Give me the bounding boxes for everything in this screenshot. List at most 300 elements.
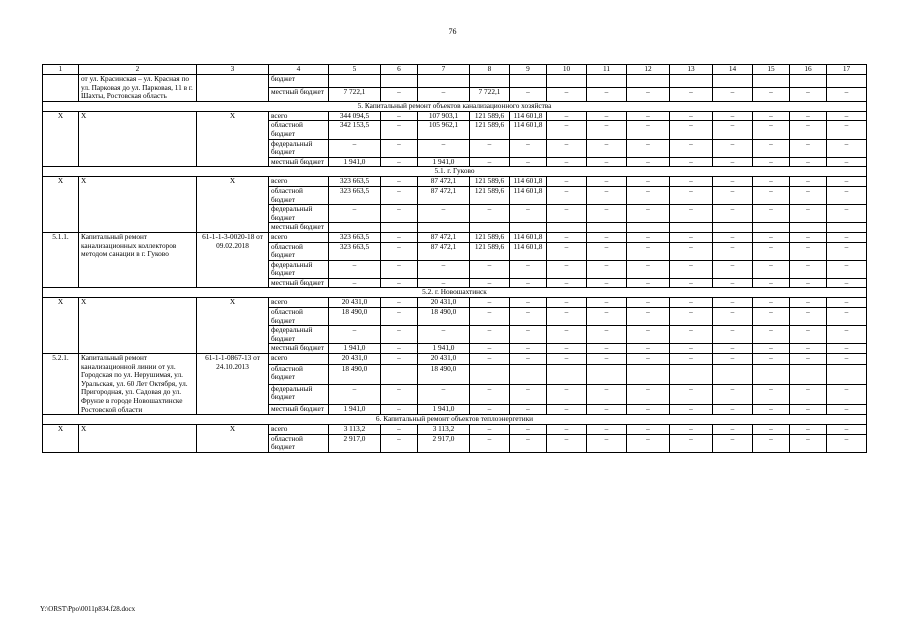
item-number: 5.2.1. xyxy=(43,354,79,415)
object-name: Капитальный ремонт канализационных коллекторов методом санации в г. Гуково xyxy=(79,232,197,288)
table-row xyxy=(43,298,867,308)
amount-cell: – xyxy=(418,384,470,404)
amount-cell: – xyxy=(510,404,547,415)
amount-cell: – xyxy=(627,177,670,187)
amount-cell: – xyxy=(753,88,790,101)
amount-cell: – xyxy=(381,205,418,223)
funding-source: бюджет xyxy=(269,75,329,88)
amount-cell: – xyxy=(547,177,587,187)
amount-cell xyxy=(827,75,867,88)
amount-cell: 87 472,1 xyxy=(418,186,470,204)
amount-cell: – xyxy=(713,278,753,288)
amount-cell: – xyxy=(670,404,713,415)
amount-cell: 18 490,0 xyxy=(329,308,381,326)
amount-cell: – xyxy=(329,326,381,344)
amount-cell: – xyxy=(753,384,790,404)
amount-cell: 344 094,5 xyxy=(329,111,381,121)
amount-cell: – xyxy=(510,326,547,344)
amount-cell: – xyxy=(670,242,713,260)
funding-source: местный бюджет xyxy=(269,223,329,233)
amount-cell: – xyxy=(790,186,827,204)
amount-cell: – xyxy=(510,344,547,354)
amount-cell: – xyxy=(587,177,627,187)
amount-cell: – xyxy=(790,404,827,415)
amount-cell: – xyxy=(713,404,753,415)
amount-cell: 121 589,6 xyxy=(470,111,510,121)
amount-cell: – xyxy=(470,139,510,157)
amount-cell: 1 941,0 xyxy=(418,157,470,167)
amount-cell: 1 941,0 xyxy=(418,344,470,354)
page-number: 76 xyxy=(448,27,457,36)
amount-cell: – xyxy=(547,205,587,223)
amount-cell: – xyxy=(381,425,418,435)
amount-cell: 3 113,2 xyxy=(329,425,381,435)
amount-cell: 20 431,0 xyxy=(418,298,470,308)
amount-cell: – xyxy=(790,384,827,404)
amount-cell: 87 472,1 xyxy=(418,177,470,187)
column-number: 4 xyxy=(269,65,329,75)
amount-cell: – xyxy=(627,157,670,167)
amount-cell: – xyxy=(627,242,670,260)
amount-cell: – xyxy=(753,260,790,278)
amount-cell: – xyxy=(713,298,753,308)
amount-cell: – xyxy=(329,278,381,288)
amount-cell: – xyxy=(627,404,670,415)
funding-source: местный бюджет xyxy=(269,404,329,415)
amount-cell: – xyxy=(381,434,418,452)
amount-cell: – xyxy=(547,111,587,121)
amount-cell: – xyxy=(470,260,510,278)
amount-cell: – xyxy=(510,298,547,308)
amount-cell: – xyxy=(587,157,627,167)
amount-cell: 20 431,0 xyxy=(418,354,470,365)
amount-cell: – xyxy=(587,434,627,452)
amount-cell xyxy=(470,364,510,384)
amount-cell: – xyxy=(418,260,470,278)
amount-cell: – xyxy=(627,139,670,157)
amount-cell: 1 941,0 xyxy=(418,404,470,415)
table-row xyxy=(43,75,867,88)
amount-cell: – xyxy=(547,425,587,435)
amount-cell xyxy=(627,364,670,384)
amount-cell: – xyxy=(753,121,790,139)
amount-cell: – xyxy=(627,260,670,278)
amount-cell: 18 490,0 xyxy=(418,308,470,326)
amount-cell: – xyxy=(587,384,627,404)
amount-cell: – xyxy=(587,242,627,260)
amount-cell: – xyxy=(790,298,827,308)
amount-cell: – xyxy=(713,139,753,157)
amount-cell: – xyxy=(670,111,713,121)
section-heading: 5.1. г. Гуково xyxy=(43,167,867,177)
amount-cell: – xyxy=(587,205,627,223)
amount-cell xyxy=(587,75,627,88)
amount-cell: – xyxy=(670,205,713,223)
amount-cell: – xyxy=(790,434,827,452)
amount-cell: – xyxy=(713,354,753,365)
amount-cell: 114 601,8 xyxy=(510,177,547,187)
expertise-number: Х xyxy=(197,425,269,453)
amount-cell: – xyxy=(827,404,867,415)
amount-cell: – xyxy=(790,260,827,278)
amount-cell: – xyxy=(753,425,790,435)
funding-source: областной бюджет xyxy=(269,434,329,452)
object-name: Х xyxy=(79,177,197,233)
amount-cell: – xyxy=(827,157,867,167)
amount-cell: – xyxy=(713,242,753,260)
amount-cell: – xyxy=(627,298,670,308)
amount-cell: – xyxy=(713,425,753,435)
expertise-number: Х xyxy=(197,177,269,233)
amount-cell: 1 941,0 xyxy=(329,157,381,167)
amount-cell: – xyxy=(827,384,867,404)
amount-cell: – xyxy=(713,157,753,167)
funding-source: областной бюджет xyxy=(269,364,329,384)
amount-cell: – xyxy=(627,186,670,204)
amount-cell: – xyxy=(587,278,627,288)
amount-cell: – xyxy=(753,434,790,452)
amount-cell xyxy=(587,223,627,233)
amount-cell: – xyxy=(670,186,713,204)
funding-source: федеральный бюджет xyxy=(269,260,329,278)
amount-cell: – xyxy=(827,232,867,242)
amount-cell: – xyxy=(470,354,510,365)
amount-cell: 1 941,0 xyxy=(329,344,381,354)
amount-cell: – xyxy=(470,434,510,452)
amount-cell: – xyxy=(627,121,670,139)
amount-cell: 105 962,1 xyxy=(418,121,470,139)
amount-cell: – xyxy=(753,205,790,223)
item-number: 5.1.1. xyxy=(43,232,79,288)
amount-cell: – xyxy=(827,298,867,308)
amount-cell: – xyxy=(587,354,627,365)
column-number: 9 xyxy=(510,65,547,75)
amount-cell: – xyxy=(827,354,867,365)
amount-cell: – xyxy=(753,177,790,187)
amount-cell: – xyxy=(470,344,510,354)
amount-cell: – xyxy=(547,344,587,354)
amount-cell: – xyxy=(670,232,713,242)
amount-cell xyxy=(713,364,753,384)
amount-cell: – xyxy=(827,121,867,139)
amount-cell: – xyxy=(827,308,867,326)
amount-cell: – xyxy=(627,326,670,344)
funding-source: всего xyxy=(269,425,329,435)
amount-cell: – xyxy=(510,384,547,404)
amount-cell: – xyxy=(670,384,713,404)
amount-cell: – xyxy=(790,157,827,167)
amount-cell: – xyxy=(470,308,510,326)
amount-cell: 121 589,6 xyxy=(470,177,510,187)
amount-cell: – xyxy=(790,232,827,242)
amount-cell xyxy=(827,364,867,384)
amount-cell: – xyxy=(587,308,627,326)
column-number: 15 xyxy=(753,65,790,75)
item-number: Х xyxy=(43,177,79,233)
amount-cell: – xyxy=(827,434,867,452)
amount-cell: – xyxy=(470,298,510,308)
amount-cell: 342 153,5 xyxy=(329,121,381,139)
amount-cell: – xyxy=(827,278,867,288)
amount-cell: 87 472,1 xyxy=(418,242,470,260)
amount-cell: 2 917,0 xyxy=(329,434,381,452)
amount-cell xyxy=(329,75,381,88)
section-heading: 5.2. г. Новошахтинск xyxy=(43,288,867,298)
amount-cell: – xyxy=(329,139,381,157)
amount-cell: – xyxy=(713,326,753,344)
funding-source: местный бюджет xyxy=(269,344,329,354)
amount-cell: – xyxy=(713,121,753,139)
amount-cell: – xyxy=(381,232,418,242)
column-number: 12 xyxy=(627,65,670,75)
funding-source: всего xyxy=(269,298,329,308)
amount-cell xyxy=(713,223,753,233)
object-name: Х xyxy=(79,425,197,453)
amount-cell: – xyxy=(418,88,470,101)
amount-cell: 114 601,8 xyxy=(510,186,547,204)
expertise-number: 61-1-1-3-0020-18 от 09.02.2018 xyxy=(197,232,269,288)
section-heading: 6. Капитальный ремонт объектов теплоэнергетики xyxy=(43,415,867,425)
amount-cell xyxy=(790,364,827,384)
column-number: 11 xyxy=(587,65,627,75)
amount-cell: – xyxy=(713,384,753,404)
amount-cell xyxy=(510,364,547,384)
amount-cell xyxy=(790,75,827,88)
amount-cell: – xyxy=(381,298,418,308)
amount-cell: – xyxy=(670,278,713,288)
amount-cell: – xyxy=(381,278,418,288)
amount-cell: – xyxy=(329,205,381,223)
amount-cell: 18 490,0 xyxy=(418,364,470,384)
amount-cell: – xyxy=(713,344,753,354)
column-number: 17 xyxy=(827,65,867,75)
amount-cell: – xyxy=(670,298,713,308)
column-number: 5 xyxy=(329,65,381,75)
amount-cell: – xyxy=(381,308,418,326)
amount-cell: – xyxy=(510,157,547,167)
amount-cell: 7 722,1 xyxy=(470,88,510,101)
amount-cell: 121 589,6 xyxy=(470,242,510,260)
amount-cell: – xyxy=(670,344,713,354)
column-number: 6 xyxy=(381,65,418,75)
amount-cell xyxy=(713,75,753,88)
amount-cell: – xyxy=(547,121,587,139)
amount-cell: – xyxy=(790,278,827,288)
amount-cell: – xyxy=(827,242,867,260)
amount-cell: – xyxy=(329,384,381,404)
amount-cell: 114 601,8 xyxy=(510,232,547,242)
funding-source: всего xyxy=(269,111,329,121)
amount-cell: – xyxy=(790,111,827,121)
amount-cell: – xyxy=(547,326,587,344)
amount-cell xyxy=(753,223,790,233)
amount-cell: 114 601,8 xyxy=(510,242,547,260)
amount-cell: – xyxy=(510,88,547,101)
amount-cell: – xyxy=(827,260,867,278)
amount-cell: – xyxy=(547,404,587,415)
amount-cell: – xyxy=(627,111,670,121)
amount-cell: – xyxy=(381,242,418,260)
amount-cell: 2 917,0 xyxy=(418,434,470,452)
amount-cell: – xyxy=(753,354,790,365)
column-number-row xyxy=(43,65,867,75)
amount-cell: – xyxy=(418,278,470,288)
amount-cell: – xyxy=(587,111,627,121)
amount-cell: – xyxy=(713,308,753,326)
expertise-number: Х xyxy=(197,298,269,354)
amount-cell: – xyxy=(547,434,587,452)
amount-cell: – xyxy=(547,242,587,260)
amount-cell: – xyxy=(827,186,867,204)
object-name: Х xyxy=(79,298,197,354)
amount-cell: – xyxy=(587,344,627,354)
amount-cell: – xyxy=(627,434,670,452)
amount-cell: – xyxy=(381,121,418,139)
amount-cell xyxy=(547,75,587,88)
amount-cell: 323 663,5 xyxy=(329,242,381,260)
amount-cell: – xyxy=(670,177,713,187)
amount-cell: – xyxy=(587,326,627,344)
amount-cell: – xyxy=(510,354,547,365)
amount-cell: – xyxy=(587,404,627,415)
amount-cell: – xyxy=(753,157,790,167)
amount-cell: – xyxy=(790,354,827,365)
amount-cell: – xyxy=(587,425,627,435)
amount-cell: 121 589,6 xyxy=(470,232,510,242)
amount-cell: – xyxy=(827,88,867,101)
amount-cell xyxy=(587,364,627,384)
amount-cell: – xyxy=(547,384,587,404)
amount-cell: – xyxy=(713,88,753,101)
amount-cell: – xyxy=(510,260,547,278)
amount-cell: – xyxy=(547,298,587,308)
amount-cell: – xyxy=(753,298,790,308)
amount-cell xyxy=(670,364,713,384)
funding-source: областной бюджет xyxy=(269,121,329,139)
amount-cell: 7 722,1 xyxy=(329,88,381,101)
amount-cell: – xyxy=(627,308,670,326)
amount-cell xyxy=(753,364,790,384)
amount-cell: – xyxy=(670,434,713,452)
item-number: Х xyxy=(43,298,79,354)
amount-cell xyxy=(627,75,670,88)
amount-cell xyxy=(510,75,547,88)
amount-cell: 20 431,0 xyxy=(329,354,381,365)
amount-cell: – xyxy=(827,111,867,121)
amount-cell: 107 903,1 xyxy=(418,111,470,121)
funding-source: федеральный бюджет xyxy=(269,139,329,157)
amount-cell: – xyxy=(547,186,587,204)
amount-cell xyxy=(381,75,418,88)
amount-cell: – xyxy=(627,205,670,223)
amount-cell: – xyxy=(753,404,790,415)
amount-cell: – xyxy=(670,139,713,157)
section-heading: 5. Капитальный ремонт объектов канализационного хозяйства xyxy=(43,101,867,111)
amount-cell: – xyxy=(753,139,790,157)
amount-cell: – xyxy=(827,177,867,187)
amount-cell: – xyxy=(670,121,713,139)
amount-cell: – xyxy=(547,157,587,167)
amount-cell: – xyxy=(827,326,867,344)
amount-cell: 1 941,0 xyxy=(329,404,381,415)
amount-cell: – xyxy=(418,326,470,344)
expertise-number: Х xyxy=(197,111,269,167)
amount-cell xyxy=(418,75,470,88)
funding-source: местный бюджет xyxy=(269,157,329,167)
column-number: 7 xyxy=(418,65,470,75)
amount-cell: 323 663,5 xyxy=(329,177,381,187)
amount-cell: – xyxy=(381,384,418,404)
table-row xyxy=(43,425,867,435)
amount-cell: – xyxy=(381,88,418,101)
amount-cell: – xyxy=(753,242,790,260)
section-heading-row xyxy=(43,415,867,425)
amount-cell: – xyxy=(713,260,753,278)
object-name: Х xyxy=(79,111,197,167)
table-row xyxy=(43,354,867,365)
amount-cell: – xyxy=(713,111,753,121)
amount-cell: – xyxy=(587,139,627,157)
amount-cell: – xyxy=(510,308,547,326)
amount-cell: – xyxy=(470,157,510,167)
amount-cell: – xyxy=(587,298,627,308)
amount-cell xyxy=(790,223,827,233)
amount-cell: – xyxy=(381,326,418,344)
amount-cell: – xyxy=(790,139,827,157)
amount-cell xyxy=(547,223,587,233)
item-number: Х xyxy=(43,111,79,167)
amount-cell: – xyxy=(627,344,670,354)
amount-cell: – xyxy=(753,344,790,354)
amount-cell: – xyxy=(587,88,627,101)
amount-cell xyxy=(547,364,587,384)
amount-cell: – xyxy=(627,354,670,365)
amount-cell: – xyxy=(381,344,418,354)
amount-cell xyxy=(470,223,510,233)
column-number: 3 xyxy=(197,65,269,75)
amount-cell: – xyxy=(670,260,713,278)
funding-source: местный бюджет xyxy=(269,278,329,288)
amount-cell: – xyxy=(470,425,510,435)
funding-source: областной бюджет xyxy=(269,308,329,326)
amount-cell: 20 431,0 xyxy=(329,298,381,308)
column-number: 2 xyxy=(79,65,197,75)
object-name: от ул. Красинская – ул. Красная по ул. Парковая до ул. Парковая, 11 в г. Шахты, Ростовская область xyxy=(79,75,197,102)
amount-cell: – xyxy=(753,186,790,204)
amount-cell: – xyxy=(547,278,587,288)
amount-cell: 323 663,5 xyxy=(329,186,381,204)
amount-cell: – xyxy=(547,88,587,101)
amount-cell xyxy=(381,223,418,233)
amount-cell: – xyxy=(587,260,627,278)
funding-source: всего xyxy=(269,177,329,187)
amount-cell: – xyxy=(790,308,827,326)
amount-cell: – xyxy=(510,139,547,157)
amount-cell: 121 589,6 xyxy=(470,121,510,139)
amount-cell: – xyxy=(670,88,713,101)
funding-source: местный бюджет xyxy=(269,88,329,101)
amount-cell: – xyxy=(627,384,670,404)
funding-source: федеральный бюджет xyxy=(269,326,329,344)
column-number: 13 xyxy=(670,65,713,75)
expertise-number xyxy=(197,75,269,102)
amount-cell: – xyxy=(713,186,753,204)
amount-cell xyxy=(827,223,867,233)
section-heading-row xyxy=(43,101,867,111)
amount-cell: – xyxy=(381,177,418,187)
amount-cell xyxy=(510,223,547,233)
table-row xyxy=(43,111,867,121)
